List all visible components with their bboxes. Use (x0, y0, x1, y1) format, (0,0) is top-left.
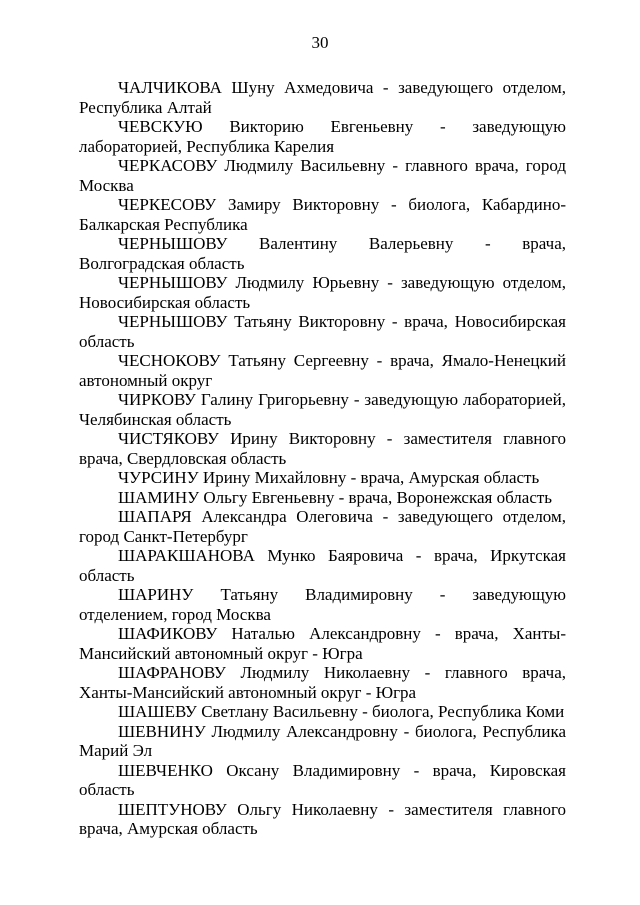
list-entry: ШЕПТУНОВУ Ольгу Николаевну - заместителя главного врача, Амурская область (79, 799, 566, 838)
list-entry: ШАШЕВУ Светлану Васильевну - биолога, Республика Коми (118, 702, 565, 721)
list-entry: ЧЕРНЫШОВУ Людмилу Юрьевну - заведующую отделом, Новосибирская область (79, 273, 566, 312)
list-entry: ШЕВЧЕНКО Оксану Владимировну - врача, Кировская область (79, 760, 566, 799)
list-entry: ЧЕВСКУЮ Викторию Евгеньевну - заведующую лабораторией, Республика Карелия (79, 117, 566, 156)
list-entry: ШАПАРЯ Александра Олеговича - заведующего отделом, город Санкт-Петербург (79, 507, 566, 546)
list-entry: ШАФИКОВУ Наталью Александровну - врача, Ханты-Мансийский автономный округ - Югра (79, 624, 566, 663)
list-entry: ЧЕРНЫШОВУ Валентину Валерьевну - врача, Волгоградская область (79, 234, 566, 273)
list-entry: ШАМИНУ Ольгу Евгеньевну - врача, Воронежская область (118, 487, 553, 507)
list-entry: ЧЕСНОКОВУ Татьяну Сергеевну - врача, Ямало-Ненецкий автономный округ (79, 351, 566, 390)
list-entry: ЧАЛЧИКОВА Шуну Ахмедовича - заведующего отделом, Республика Алтай (79, 78, 566, 117)
list-entry: ШАРИНУ Татьяну Владимировну - заведующую отделением, город Москва (79, 585, 566, 624)
list-entry: ЧИРКОВУ Галину Григорьевну - заведующую лабораторией, Челябинская область (79, 390, 566, 429)
award-list (79, 78, 566, 839)
list-entry: ШЕВНИНУ Людмилу Александровну - биолога, Республика Марий Эл (79, 721, 566, 760)
list-entry: ЧЕРКАСОВУ Людмилу Васильевну - главного врача, город Москва (79, 156, 566, 195)
list-entry: ЧЕРКЕСОВУ Замиру Викторовну - биолога, Кабардино-Балкарская Республика (79, 195, 566, 234)
page-number: 30 (311, 33, 329, 52)
list-entry: ЧЕРНЫШОВУ Татьяну Викторовну - врача, Новосибирская область (79, 312, 566, 351)
list-entry: ЧИСТЯКОВУ Ирину Викторовну - заместителя главного врача, Свердловская область (79, 429, 566, 468)
list-entry: ШАРАКШАНОВА Мунко Баяровича - врача, Иркутская область (79, 546, 566, 585)
list-entry: ШАФРАНОВУ Людмилу Николаевну - главного врача, Ханты-Мансийский автономный округ - Югра (79, 663, 566, 702)
list-entry: ЧУРСИНУ Ирину Михайловну - врача, Амурская область (118, 468, 540, 487)
